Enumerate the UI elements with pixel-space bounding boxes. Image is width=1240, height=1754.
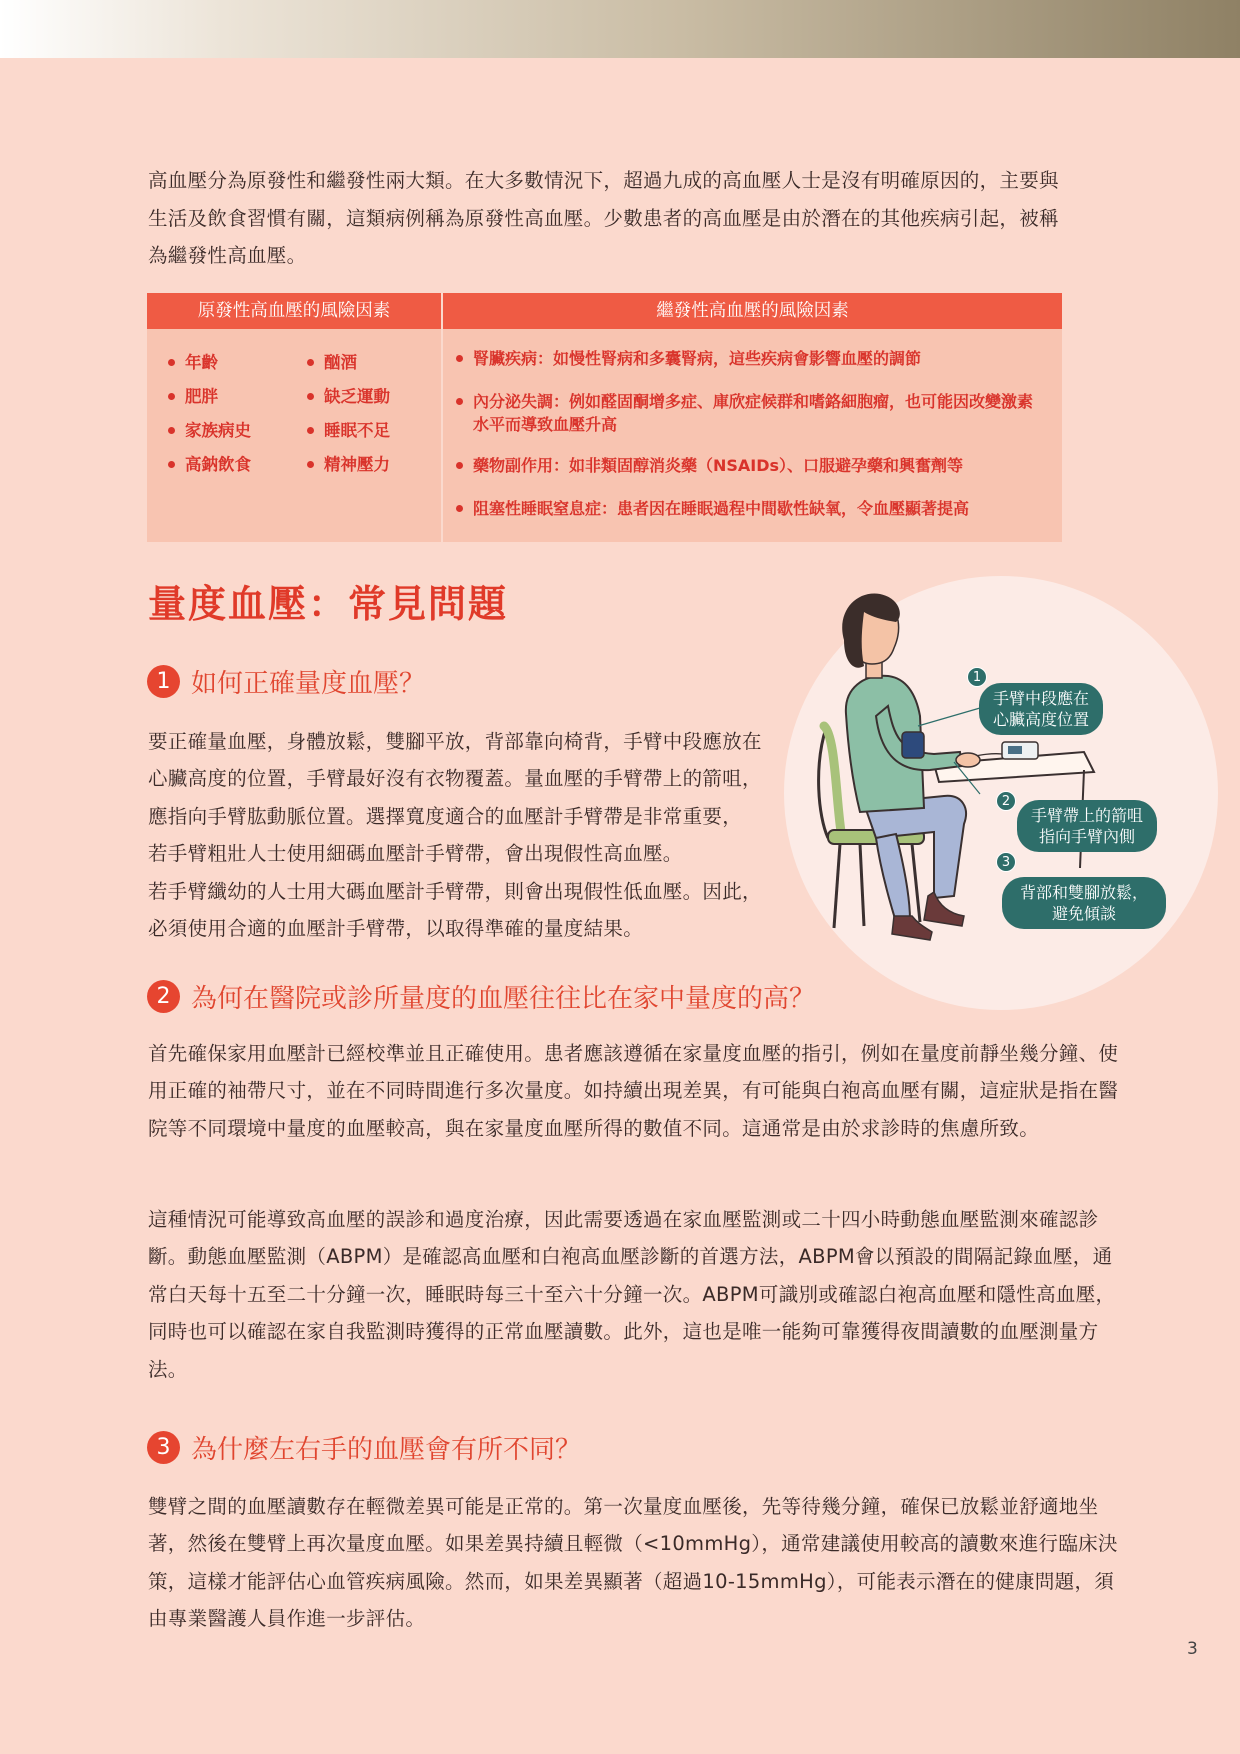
primary-risk-item: 精神壓力 [306,453,426,476]
answer-line: 要正確量血壓，身體放鬆，雙腳平放，背部靠向椅背，手臂中段應放在 [148,730,762,753]
question-2-heading [147,978,815,1015]
question-1-answer [148,723,788,947]
question-title: 為什麼左右手的血壓會有所不同？ [191,1435,582,1465]
secondary-risk-item: 內分泌失調：例如醛固酮增多症、庫欣症候群和嗜鉻細胞瘤，也可能因改變激素水平而導致血壓升高 [455,390,1062,436]
callout-text: 指向手臂內側 [1039,827,1136,846]
secondary-risk-list [443,329,1062,542]
callout-cuff-arrow [1017,800,1157,852]
answer-line: 應指向手臂肱動脈位置。選擇寬度適合的血壓計手臂帶是非常重要， [148,804,743,828]
question-title: 為何在醫院或診所量度的血壓往往比在家中量度的高？ [191,984,816,1014]
answer-line: 若手臂粗壯人士使用細碼血壓計手臂帶，會出現假性高血壓。 [148,842,683,866]
question-3-answer: 雙臂之間的血壓讀數存在輕微差異可能是正常的。第一次量度血壓後，先等待幾分鐘，確保已放鬆並舒適地坐著，然後在雙臂上再次量度血壓。如果差異持續且輕微（<10mmHg），通常建議使用較高的讀數來進行臨床決策，這樣才能評估心血管疾病風險。然而，如果差異顯著（超過10-15mmHg），可能表示潛在的健康問題，須由專業醫護人員作進一步評估。 [148,1495,1118,1631]
risk-factor-table [147,293,1062,542]
answer-line: 心臟高度的位置，手臂最好沒有衣物覆蓋。量血壓的手臂帶上的箭咀， [148,767,762,791]
intro-paragraph: 高血壓分為原發性和繼發性兩大類。在大多數情況下，超過九成的高血壓人士是沒有明確原因的，主要與生活及飲食習慣有關，這類病例稱為原發性高血壓。少數患者的高血壓是由於潛在的其他疾病引起，被稱為繼發性高血壓。 [148,169,1059,267]
primary-risk-item: 缺乏運動 [306,385,426,408]
risk-table-body [147,329,1062,542]
primary-risk-column [147,329,443,542]
primary-risk-item: 酗酒 [306,351,426,374]
callout-text: 背部和雙腳放鬆， [1020,883,1149,902]
primary-risk-item: 家族病史 [167,419,306,442]
blood-pressure-illustration [784,576,1218,1010]
answer-line: 必須使用合適的血壓計手臂帶，以取得準確的量度結果。 [148,917,644,941]
primary-risk-item: 睡眠不足 [306,419,426,442]
primary-risk-list [167,351,426,476]
question-3-heading [147,1429,581,1466]
secondary-risk-item: 藥物副作用：如非類固醇消炎藥（NSAIDs）、口服避孕藥和興奮劑等 [455,454,1062,477]
callout-text: 避免傾談 [1052,904,1117,923]
callout-text: 手臂中段應在 [993,689,1090,708]
callout-arm-height [979,683,1103,735]
callout-number-2: 2 [996,791,1016,811]
question-number-badge: 2 [147,980,180,1013]
question-number-badge: 1 [147,665,180,698]
callout-text: 手臂帶上的箭咀 [1031,806,1144,825]
callout-relax [1002,877,1166,929]
page-number: 3 [1187,1639,1198,1659]
primary-risk-item: 年齡 [167,351,306,374]
section-title: 量度血壓：常見問題 [148,582,509,626]
primary-risk-header: 原發性高血壓的風險因素 [147,293,443,329]
risk-table-header [147,293,1062,329]
question-title: 如何正確量度血壓？ [191,669,426,699]
primary-risk-item: 高鈉飲食 [167,453,306,476]
question-1-heading [147,663,425,700]
callout-number-1: 1 [967,667,987,687]
secondary-risk-header: 繼發性高血壓的風險因素 [656,301,849,321]
question-2-answer-paragraph-1: 首先確保家用血壓計已經校準並且正確使用。患者應該遵循在家量度血壓的指引，例如在量度前靜坐幾分鐘、使用正確的袖帶尺寸，並在不同時間進行多次量度。如持續出現差異，有可能與白袍高血壓有關，這症狀是指在醫院等不同環境中量度的血壓較高，與在家量度血壓所得的數值不同。這通常是由於求診時的焦慮所致。 [148,1042,1119,1140]
question-number-badge: 3 [147,1431,180,1464]
secondary-risk-item: 阻塞性睡眠窒息症：患者因在睡眠過程中間歇性缺氧，令血壓顯著提高 [455,497,1062,520]
callout-text: 心臟高度位置 [993,710,1090,729]
callout-number-3: 3 [996,852,1016,872]
answer-line: 若手臂纖幼的人士用大碼血壓計手臂帶，則會出現假性低血壓。因此， [148,879,762,903]
question-2-answer-paragraph-2: 這種情況可能導致高血壓的誤診和過度治療，因此需要透過在家血壓監測或二十四小時動態血壓監測來確認診斷。動態血壓監測（ABPM）是確認高血壓和白袍高血壓診斷的首選方法，ABPM會以預設的間隔記錄血壓，通常白天每十五至二十分鐘一次，睡眠時每三十至六十分鐘一次。ABPM可識別或確認白袍高血壓和隱性高血壓，同時也可以確認在家自我監測時獲得的正常血壓讀數。此外，這也是唯一能夠可靠獲得夜間讀數的血壓測量方法。 [148,1208,1116,1381]
primary-risk-item: 肥胖 [167,385,306,408]
secondary-risk-item: 腎臟疾病：如慢性腎病和多囊腎病，這些疾病會影響血壓的調節 [455,347,1062,370]
header-gradient-bar [0,0,1240,58]
